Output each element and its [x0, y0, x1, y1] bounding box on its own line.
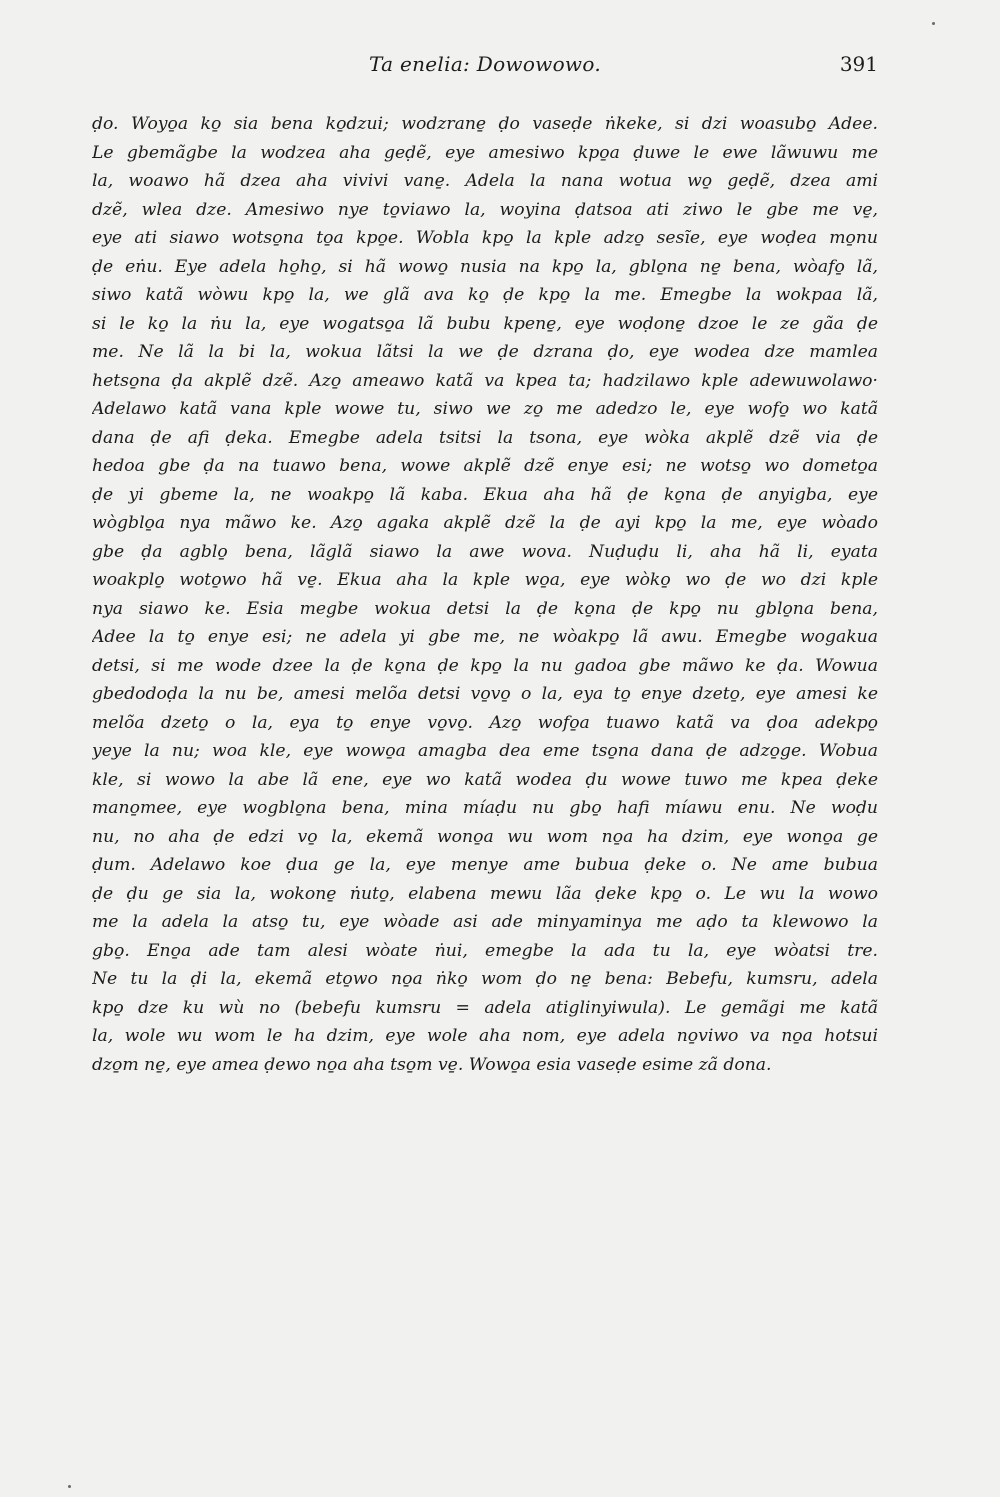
- text-line: wògblo̱a nya mãwo ke. Azo̱ agaka akplẽ dzẽ la ḍe ayi kpo̱ la me, eye wòado: [92, 513, 878, 533]
- text-line: Ne tu la ḍi la, ekemã eto̱wo no̱a ṅko̱ wom ḍo ne̱ bena: Bebefu, kumsru, adela: [92, 969, 878, 989]
- text-line: me la adela la atso̱ tu, eye wòade asi ade minyaminya me aḍo ta klewowo la: [92, 912, 878, 932]
- text-line: dana ḍe afi ḍeka. Emegbe adela tsitsi la tsona, eye wòka akplẽ dzẽ via ḍe: [92, 427, 878, 448]
- running-head: [92, 52, 878, 86]
- text-line: melõa dzeto̱ o la, eya to̱ enye vo̱vo̱. Azo̱ wofo̱a tuawo katã va ḍoa adekpo̱: [92, 712, 878, 733]
- text-line: eye ati siawo wotso̱na to̱a kpo̱e. Wobla kpo̱ la kple adzo̱ sesĩe, eye woḍea mo̱nu: [92, 228, 878, 248]
- text-line: gbo̱. Eno̱a ade tam alesi wòate ṅui, emegbe la ada tu la, eye wòatsi tre.: [92, 940, 878, 961]
- text-line: dzo̱m ne̱, eye amea ḍewo no̱a aha tso̱m ve̱. Wowo̱a esia vaseḍe esime zã dona.: [92, 1054, 772, 1075]
- paper-speck: [68, 1485, 71, 1488]
- text-line: gbedodoḍa la nu be, amesi melõa detsi vo̱vo̱ o la, eya to̱ enye dzeto̱, eye amesi ke: [92, 684, 878, 704]
- text-line: ḍum. Adelawo koe ḍua ge la, eye menye ame bubua ḍeke o. Ne ame bubua: [92, 855, 878, 875]
- text-line: dzẽ, wlea dze. Amesiwo nye to̱viawo la, woyina ḍatsoa ati ziwo le gbe me ve̱,: [92, 199, 878, 220]
- text-line: Adelawo katã vana kple wowe tu, siwo we zo̱ me adedzo le, eye wofo̱ wo katã: [92, 399, 878, 419]
- text-line: kpo̱ dze ku wù no (bebefu kumsru = adela atiglinyiwula). Le gemãgi me katã: [92, 997, 878, 1018]
- text-line: Adee la to̱ enye esi; ne adela yi gbe me, ne wòakpo̱ lã awu. Emegbe wogakua: [92, 627, 878, 647]
- text-line: la, woawo hã dzea aha vivivi vane̱. Adela la nana wotua wo̱ geḍẽ, dzea ami: [92, 171, 878, 191]
- text-line: me. Ne lã la bi la, wokua lãtsi la we ḍe dzrana ḍo, eye wodea dze mamlea: [92, 342, 878, 362]
- text-line: hetso̱na ḍa akplẽ dzẽ. Azo̱ ameawo katã va kpea ta; hadzilawo kple adewuwolawo·: [92, 370, 878, 391]
- text-line: woakplo̱ woto̱wo hã ve̱. Ekua aha la kple wo̱a, eye wòko̱ wo ḍe wo dzi kple: [92, 570, 878, 590]
- page-number: 391: [839, 52, 878, 76]
- text-line: ḍe ḍu ge sia la, wokone̱ ṅuto̱, elabena mewu lãa ḍeke kpo̱ o. Le wu la wowo: [92, 883, 878, 904]
- text-line: nya siawo ke. Esia megbe wokua detsi la ḍe ko̱na ḍe kpo̱ nu gblo̱na bena,: [92, 598, 878, 619]
- text-line: Le gbemãgbe la wodzea aha geḍẽ, eye amesiwo kpo̱a ḍuwe le ewe lãwuwu me: [92, 142, 878, 163]
- text-line: kle, si wowo la abe lã ene, eye wo katã wodea ḍu wowe tuwo me kpea ḍeke: [92, 769, 878, 790]
- running-title: Ta enelia: Dowowowo.: [369, 52, 601, 76]
- text-line: detsi, si me wode dzee la ḍe ko̱na ḍe kpo̱ la nu gadoa gbe mãwo ke ḍa. Wowua: [92, 655, 878, 676]
- text-line: mano̱mee, eye wogblo̱na bena, mina míaḍu nu gbo̱ hafi míawu enu. Ne woḍu: [92, 798, 878, 818]
- text-line: ḍe yi gbeme la, ne woakpo̱ lã kaba. Ekua aha hã ḍe ko̱na ḍe anyigba, eye: [92, 484, 878, 505]
- text-line: hedoa gbe ḍa na tuawo bena, wowe akplẽ dzẽ enye esi; ne wotso̱ wo dometo̱a: [92, 456, 878, 476]
- text-line: ḍe eṅu. Eye adela ho̱ho̱, si hã wowo̱ nusia na kpo̱ la, gblo̱na ne̱ bena, wòafo̱ lã,: [92, 256, 878, 277]
- text-line: gbe ḍa agblo̱ bena, lãglã siawo la awe wova. Nuḍuḍu li, aha hã li, eyata: [92, 541, 878, 562]
- text-line: si le ko̱ la ṅu la, eye wogatso̱a lã bubu kpene̱, eye woḍone̱ dzoe le ze gãa ḍe: [92, 313, 878, 334]
- text-line: nu, no aha ḍe edzi vo̱ la, ekemã wono̱a wu wom no̱a ha dzim, eye wono̱a ge: [92, 826, 878, 847]
- paper-speck: [932, 22, 935, 25]
- text-line: yeye la nu; woa kle, eye wowo̱a amagba dea eme tso̱na dana ḍe adzo̱ge. Wobua: [92, 741, 878, 761]
- body-paragraph: [92, 110, 878, 1079]
- text-line: ḍo. Woyo̱a ko̱ sia bena ko̱dzui; wodzrane̱ ḍo vaseḍe ṅkeke, si dzi woasubo̱ Adee.: [92, 114, 878, 134]
- text-line: siwo katã wòwu kpo̱ la, we glã ava ko̱ ḍe kpo̱ la me. Emegbe la wokpaa lã,: [92, 285, 878, 305]
- text-line: la, wole wu wom le ha dzim, eye wole aha nom, eye adela no̱viwo va no̱a hotsui: [92, 1026, 878, 1046]
